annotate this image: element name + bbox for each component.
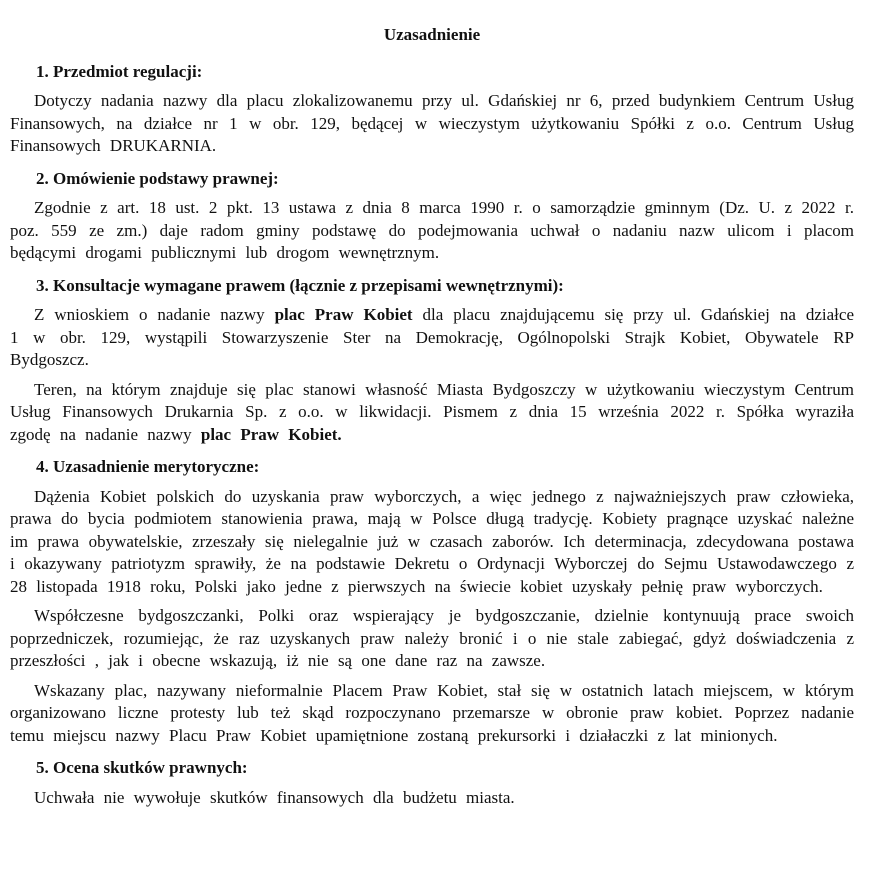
paragraph-dazenia-kobiet bbox=[10, 486, 854, 599]
text-segment: Dążenia Kobiet polskich do uzyskania praw wyborczych, a więc jednego z najważniejszych praw człowieka, prawa do bycia podmiotem stanowienia prawa, mają w Polsce długą tradycję. Kobiety pragnące uzyskać należne im prawa obywatelskie, zrzeszały się nielegalnie już w czasach zaborów. Ich determinacja, zdecydowana postawa i okazywany patriotyzm sprawiły, że na podstawie Dekretu o Ordynacji Wyborczej do Sejmu Ustawodawczego z 28 listopada 1918 roku, Polski jako jedne z pierwszych na świecie kobiet uzyskały pełnię praw wyborczych. bbox=[10, 486, 854, 596]
text-segment: Uchwała nie wywołuje skutków finansowych dla budżetu miasta. bbox=[34, 787, 515, 807]
text-segment: Zgodnie z art. 18 ust. 2 pkt. 13 ustawa z dnia 8 marca 1990 r. o samorządzie gminnym (Dz. U. z 2022 r. poz. 559 ze zm.) daje radom gminy podstawę do podejmowania uchwał o nadaniu nazw ulicom i placom będącymi drogami publicznymi lub drogom wewnętrznym. bbox=[10, 198, 854, 262]
section-heading-konsultacje: 3. Konsultacje wymagane prawem (łącznie z przepisami wewnętrznymi): bbox=[36, 275, 564, 295]
paragraph-przedmiot-regulacji bbox=[10, 90, 854, 158]
paragraph-wskazany-plac bbox=[10, 680, 854, 748]
paragraph-ocena-skutkow bbox=[10, 787, 854, 810]
paragraph-podstawa-prawna bbox=[10, 197, 854, 265]
bold-text-segment: plac Praw Kobiet. bbox=[200, 424, 342, 444]
paragraph-konsultacje-teren bbox=[10, 379, 854, 447]
bold-text-segment: plac Praw Kobiet bbox=[274, 305, 413, 324]
text-segment: Dotyczy nadania nazwy dla placu zlokalizowanemu przy ul. Gdańskiej nr 6, przed budynkiem Centrum Usług Finansowych, na działce nr 1 w obr. 129, będącej w wieczystym użytkowaniu Spółki z o.o. Centrum Usług Finansowych DRUKARNIA. bbox=[10, 91, 854, 155]
document-title: Uzasadnienie bbox=[383, 25, 481, 44]
text-segment: Współczesne bydgoszczanki, Polki oraz wspierający je bydgoszczanie, dzielnie kontynuują prace swoich poprzedniczek, rozumiejąc, że raz uzyskanych praw należy bronić i o nie stale zabiegać, gdyż doświadczenia z przeszłości , jak i obecne wskazują, iż nie są one dane raz na zawsze. bbox=[10, 606, 854, 670]
paragraph-wspolczesne-bydgoszczanki bbox=[10, 605, 854, 673]
section-heading-podstawa-prawna: 2. Omówienie podstawy prawnej: bbox=[36, 168, 279, 188]
paragraph-konsultacje-wniosek bbox=[10, 304, 854, 372]
section-heading-uzasadnienie-merytoryczne: 4. Uzasadnienie merytoryczne: bbox=[36, 457, 260, 476]
text-segment: Z wnioskiem o nadanie nazwy bbox=[34, 305, 275, 324]
text-segment: dla placu znajdującemu się przy ul. Gdańskiej na działce 1 w obr. 129, wystąpili Stowarzyszenie Ster na Demokrację, Ogólnopolski Strajk Kobiet, Obywatele RP Bydgoszcz. bbox=[10, 305, 854, 369]
text-segment: Wskazany plac, nazywany nieformalnie Placem Praw Kobiet, stał się w ostatnich latach miejscem, w którym organizowano liczne protesty lub też skąd rozpoczynano przemarsze w obronie praw kobiet. Poprzez nadanie temu miejscu nazwy Placu Praw Kobiet upamiętnione zostaną prekursorki i działaczki z lat minionych. bbox=[10, 680, 854, 745]
section-heading-przedmiot-regulacji: 1. Przedmiot regulacji: bbox=[36, 61, 203, 81]
text-segment: Teren, na którym znajduje się plac stanowi własność Miasta Bydgoszczy w użytkowaniu wieczystym Centrum Usług Finansowych Drukarnia Sp. z o.o. w likwidacji. Pismem z dnia 15 września 2022 r. Spółka wyraziła zgodę na nadanie nazwy bbox=[10, 379, 854, 444]
section-heading-ocena-skutkow: 5. Ocena skutków prawnych: bbox=[36, 758, 248, 777]
